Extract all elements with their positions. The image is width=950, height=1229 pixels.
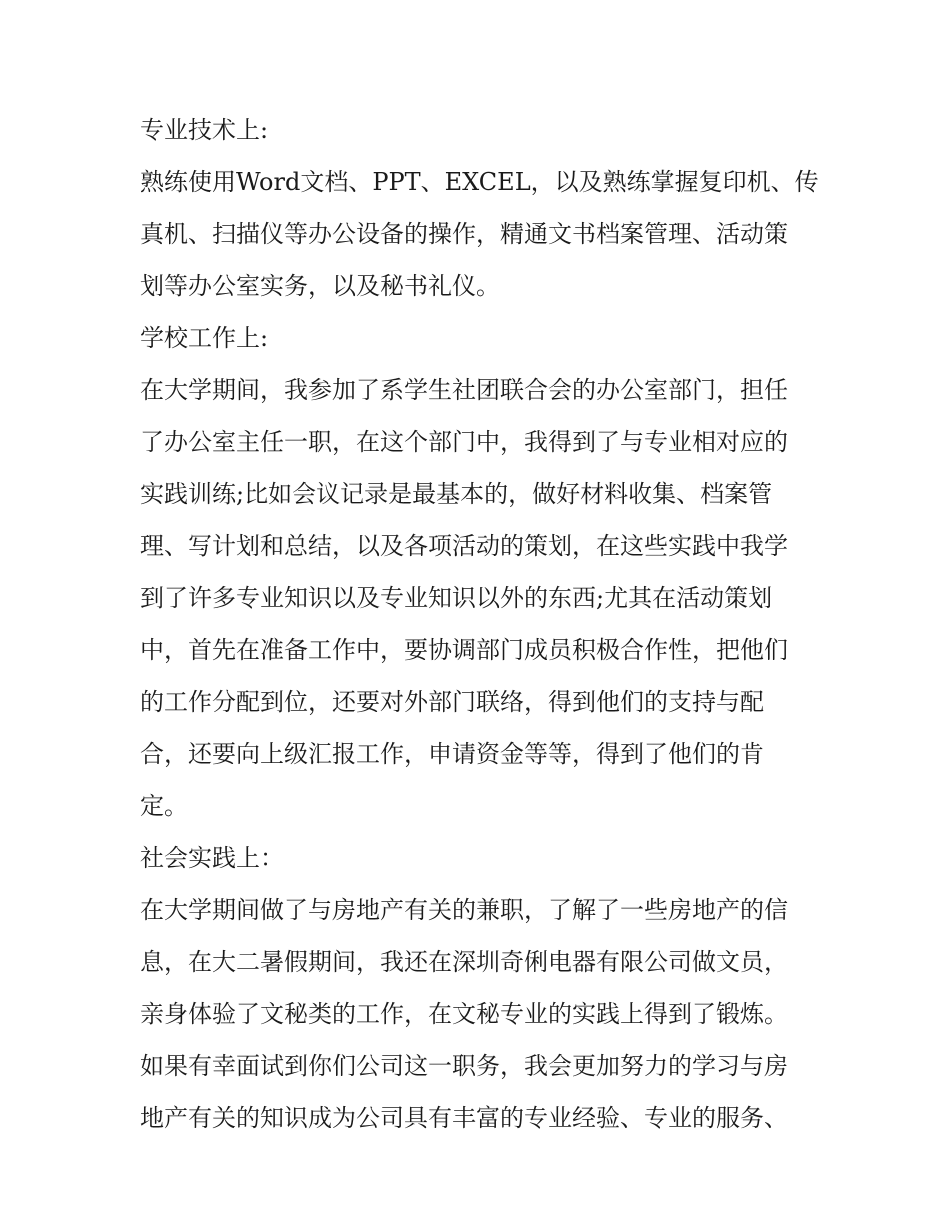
text-line: 合，还要向上级汇报工作，申请资金等等，得到了他们的肯	[140, 740, 764, 768]
text-line: 实践训练;比如会议记录是最基本的，做好材料收集、档案管	[140, 480, 773, 508]
text-line: 息，在大二暑假期间，我还在深圳奇俐电器有限公司做文员，	[140, 948, 788, 976]
text-line: 了办公室主任一职，在这个部门中，我得到了与专业相对应的	[140, 428, 788, 456]
text-line: 中，首先在准备工作中，要协调部门成员积极合作性，把他们	[140, 636, 788, 664]
text-line: 到了许多专业知识以及专业知识以外的东西;尤其在活动策划	[140, 584, 773, 612]
text-line: 地产有关的知识成为公司具有丰富的专业经验、专业的服务、	[140, 1104, 788, 1132]
text-line: 熟练使用Word文档、PPT、EXCEL，以及熟练掌握复印机、传	[140, 168, 819, 196]
section-heading-school-work: 学校工作上:	[140, 324, 269, 352]
text-line: 定。	[140, 792, 188, 820]
text-line: 理、写计划和总结，以及各项活动的策划，在这些实践中我学	[140, 532, 788, 560]
text-line: 在大学期间做了与房地产有关的兼职，了解了一些房地产的信	[140, 896, 788, 924]
document-body	[140, 104, 820, 1144]
text-line: 的工作分配到位，还要对外部门联络，得到他们的支持与配	[140, 688, 764, 716]
section-heading-social-practice: 社会实践上：	[140, 844, 284, 872]
text-line: 划等办公室实务，以及秘书礼仪。	[140, 272, 500, 300]
section-heading-professional-skills: 专业技术上:	[140, 116, 269, 144]
text-line: 如果有幸面试到你们公司这一职务，我会更加努力的学习与房	[140, 1052, 788, 1080]
text-line: 真机、扫描仪等办公设备的操作，精通文书档案管理、活动策	[140, 220, 788, 248]
text-line: 亲身体验了文秘类的工作，在文秘专业的实践上得到了锻炼。	[140, 1000, 788, 1028]
text-line: 在大学期间，我参加了系学生社团联合会的办公室部门，担任	[140, 376, 788, 404]
